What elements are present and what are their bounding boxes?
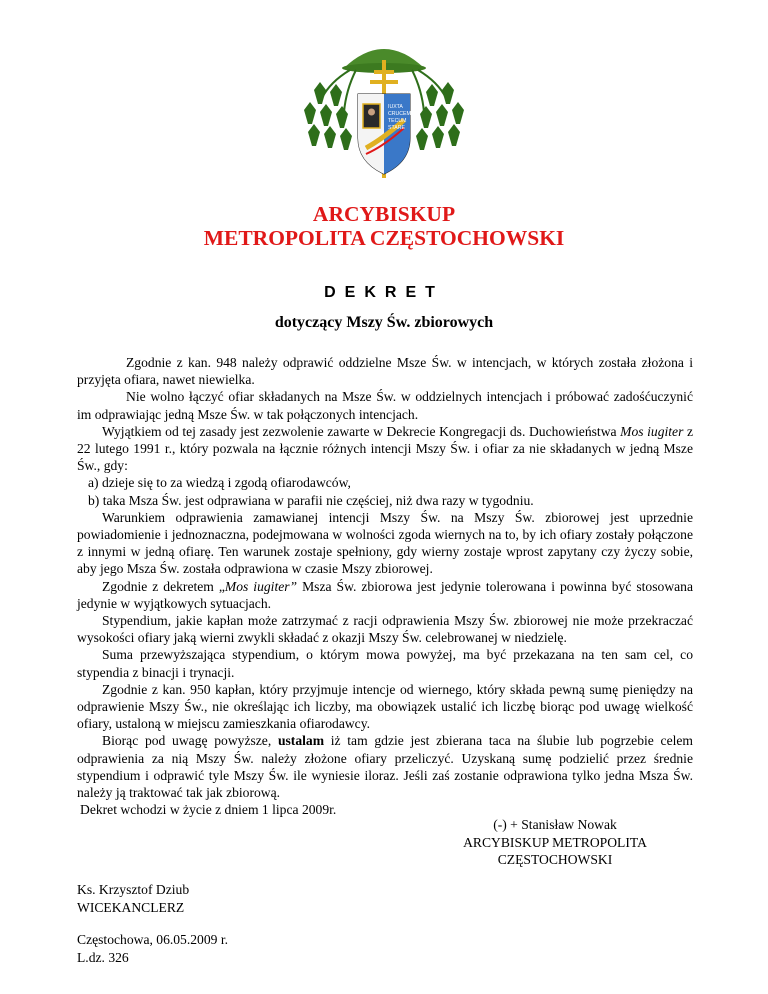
motto-line-1: IUXTA [388, 104, 403, 110]
tassels-right-icon [416, 82, 464, 150]
vicechancellor-role: WICEKANCLERZ [77, 899, 185, 915]
paragraph-2: Nie wolno łączyć ofiar składanych na Msze Św. w oddzielnych intencjach i próbować zadośćuczynić im odprawiając jedną Msze Św. w tak połączonych intencjach. [77, 389, 693, 422]
document-subtitle: dotyczący Mszy Św. zbiorowych [274, 314, 494, 331]
header-line-2: METROPOLITA CZĘSTOCHOWSKI [203, 226, 565, 250]
list-item: a) dzieje się to za wiedzą i zgodą ofiarodawców, [88, 475, 351, 491]
list-item: b) taka Msza Św. jest odprawiana w parafii nie częściej, niż dwa razy w tygodniu. [88, 492, 534, 508]
ruling-word-bold: ustalam [277, 733, 325, 749]
signature-block [437, 816, 673, 869]
decree-name-italic: Mos iugiter [620, 423, 684, 439]
decree-name-italic: Mos iugiter” [224, 578, 298, 594]
motto-line-3: TECUM [388, 118, 407, 124]
vicechancellor-name: Ks. Krzysztof Dziub [77, 882, 190, 897]
paragraph-6: Stypendium, jakie kapłan może zatrzymać z racji odprawienia Mszy Św. zbiorowej nie może przekraczać wysokości ofiary jaką wierni zwykli składać z okazji Mszy Św. celebrowanej w niedzielę. [77, 613, 693, 646]
paragraph-8: Zgodnie z kan. 950 kapłan, który przyjmuje intencje od wiernego, który składa pewną sumę pieniędzy na odprawienie Mszy Św., nie określając ich liczby, ma obowiązek ustalić ich liczbę biorąc pod uwagę wielkość ofiary, ustaloną w miejscu zamieszkania ofiarodawcy. [77, 681, 693, 732]
document-body [77, 354, 693, 818]
motto-line-2: CRUCEM [388, 111, 411, 117]
motto-line-4: STARE [388, 125, 405, 131]
paragraph-10: Dekret wchodzi w życie z dniem 1 lipca 2009r. [80, 802, 337, 818]
document-footer [77, 931, 228, 966]
paragraph-9: Biorąc pod uwagę powyższe, ustalam iż tam gdzie jest zbierana taca na ślubie lub pogrzebie celem odprawienia za nią Mszy Św. należy złożone ofiary przeliczyć. Uzyskaną sumę podzielić przez średnie stypendium i odprawić tyle Mszy Św. ile wyniesie iloraz. Jeśli zaś zostanie odprawiona tylko jedna Msza Św. należy ją traktować tak jak zbiorową. [77, 733, 693, 801]
tassels-left-icon [304, 82, 352, 150]
archbishop-coat-of-arms [300, 20, 468, 180]
reference-number: L.dz. 326 [77, 949, 129, 965]
document-title: DEKRET [324, 284, 444, 301]
signature-title-2: CZĘSTOCHOWSKI [497, 852, 613, 867]
madonna-icon [363, 104, 380, 128]
signature-title: ARCYBISKUP METROPOLITA [463, 834, 647, 850]
header-line-1: ARCYBISKUP [312, 202, 456, 226]
signature-name: (-) + Stanisław Nowak [493, 817, 617, 832]
paragraph-7: Suma przewyższająca stypendium, o którym mowa powyżej, ma być przekazana na ten sam cel, co stypendia z binacji i trynacji. [77, 647, 693, 680]
paragraph-5: Zgodnie z dekretem „Mos iugiter” Msza Św. zbiorowa jest jedynie tolerowana i powinna być stosowana jedynie w wyjątkowych sytuacjach. [77, 578, 693, 611]
paragraph-4: Warunkiem odprawienia zamawianej intencji Mszy Św. na Mszy Św. zbiorowej jest uprzednie powiadomienie i jednoznaczna, podejmowana w wolności zgoda wiernych na to, by ich ofiary zostały połączone z innymi w jedną ofiarę. Ten warunek zostaje spełniony, gdy wierny zostaje wprost zapytany czy życzy sobie, aby jego Msza Św. została odprawiona w czasie Mszy zbiorowej. [77, 509, 693, 577]
paragraph-3: Wyjątkiem od tej zasady jest zezwolenie zawarte w Dekrecie Kongregacji ds. Duchowieństwa Mos iugiter z 22 lutego 1991 r., który pozwala na łącznie różnych intencji Mszy Św. i ofiar za nie składanych w jedną Msze Św., gdy: [77, 423, 693, 474]
paragraph-1: Zgodnie z kan. 948 należy odprawić oddzielne Msze Św. w intencjach, w których została złożona i przyjęta ofiara, nawet niewielka. [77, 355, 693, 388]
place-date: Częstochowa, 06.05.2009 r. [77, 932, 229, 947]
vicechancellor-block [77, 881, 189, 916]
